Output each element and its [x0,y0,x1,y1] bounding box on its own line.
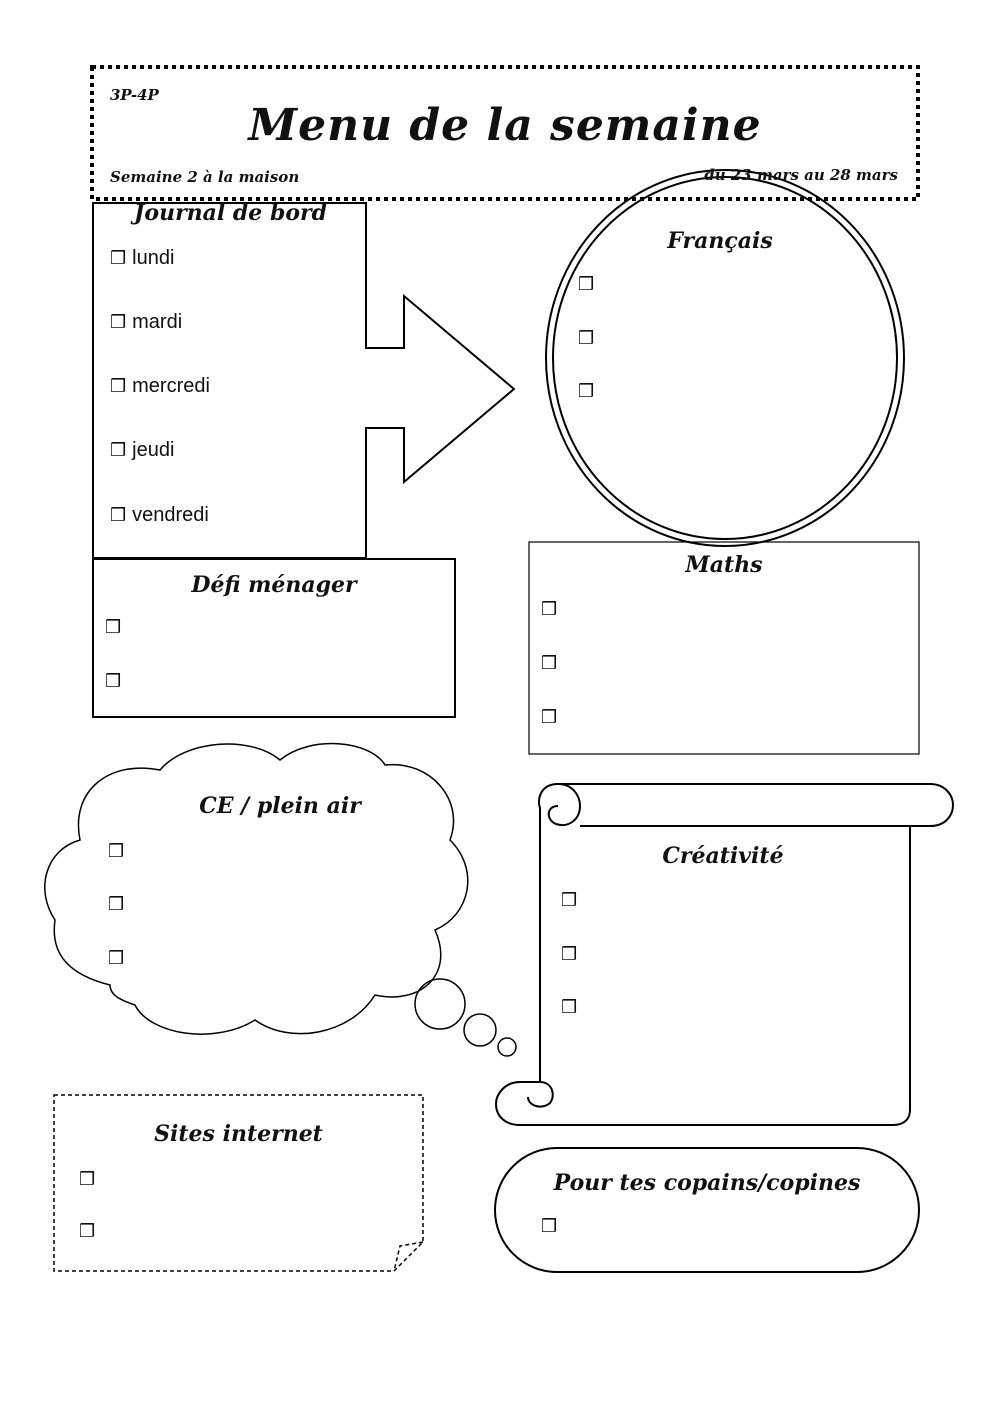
checkbox-icon[interactable]: ❒ [110,505,127,526]
day-label: mardi [132,311,183,333]
copains-title: Pour tes copains/copines [553,1170,861,1196]
checkbox-icon[interactable]: ❒ [541,1216,558,1237]
cloud-bubble-large [415,979,465,1029]
checkbox-icon[interactable]: ❒ [541,653,558,674]
dates-label: du 23 mars au 28 mars [704,166,898,184]
francais-title: Français [667,228,773,254]
checkbox-icon[interactable]: ❒ [578,274,595,295]
defi-title: Défi ménager [191,572,357,598]
checkbox-icon[interactable]: ❒ [578,328,595,349]
francais-outer-circle [546,170,904,546]
copains-pill-shape [495,1148,919,1272]
checkbox-icon[interactable]: ❒ [541,599,558,620]
maths-title: Maths [685,552,763,578]
checkbox-icon[interactable]: ❒ [110,376,127,397]
checkbox-icon[interactable]: ❒ [108,841,125,862]
checkbox-icon[interactable]: ❒ [561,997,578,1018]
journal-title: Journal de bord [133,200,327,226]
checkbox-icon[interactable]: ❒ [108,894,125,915]
checkbox-icon[interactable]: ❒ [110,440,127,461]
sites-title: Sites internet [154,1121,323,1147]
journal-day-item[interactable] [110,247,174,270]
checkbox-icon[interactable]: ❒ [561,890,578,911]
page-title: Menu de la semaine [248,100,762,151]
checkbox-icon[interactable]: ❒ [79,1221,96,1242]
checkbox-icon[interactable]: ❒ [578,381,595,402]
journal-day-item[interactable] [110,439,174,462]
journal-day-item[interactable] [110,504,209,527]
day-label: vendredi [132,504,209,526]
checkbox-icon[interactable]: ❒ [105,617,122,638]
sites-note-fold [394,1242,423,1271]
day-label: lundi [132,247,175,269]
checkbox-icon[interactable]: ❒ [561,944,578,965]
checkbox-icon[interactable]: ❒ [79,1169,96,1190]
journal-day-item[interactable] [110,375,210,398]
checkbox-icon[interactable]: ❒ [541,707,558,728]
day-label: mercredi [132,375,210,397]
checkbox-icon[interactable]: ❒ [110,312,127,333]
cloud-bubble-small [498,1038,516,1056]
journal-day-item[interactable] [110,311,182,334]
checkbox-icon[interactable]: ❒ [110,248,127,269]
ce-title: CE / plein air [199,793,361,819]
cloud-bubble-medium [464,1014,496,1046]
level-label: 3P-4P [110,86,159,104]
week-label: Semaine 2 à la maison [110,168,300,186]
checkbox-icon[interactable]: ❒ [105,671,122,692]
ce-cloud-shape [45,744,468,1035]
creativite-title: Créativité [662,843,784,869]
day-label: jeudi [132,439,175,461]
checkbox-icon[interactable]: ❒ [108,948,125,969]
